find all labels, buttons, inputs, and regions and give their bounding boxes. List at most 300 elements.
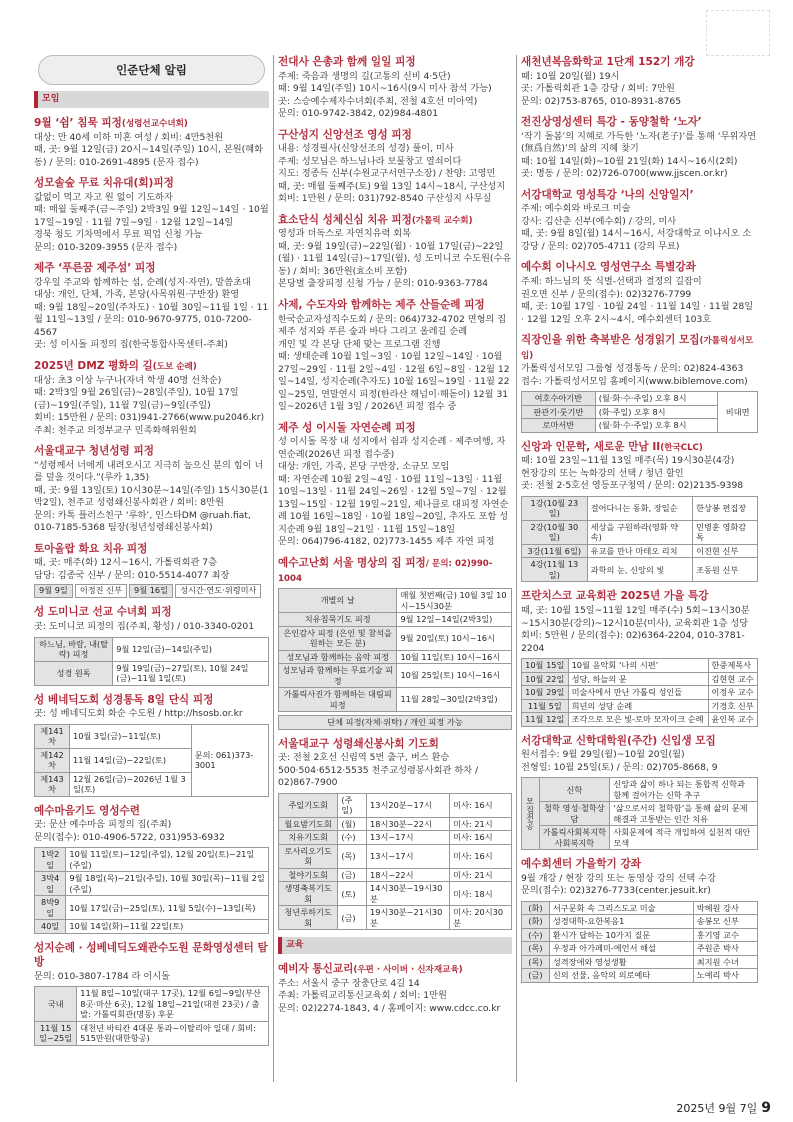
- table-cell: 미사: 21시: [450, 868, 512, 882]
- article-title-sub: (가톨릭성서모임): [521, 336, 754, 361]
- table-cell: 과학의 눈, 신앙의 빛: [587, 558, 692, 582]
- article-title-text: 제주 성 이시돌 자연순례 피정: [278, 421, 416, 434]
- article-line: 문의: 02)753-8765, 010-8931-8765: [521, 95, 682, 107]
- article-title: [521, 115, 758, 130]
- table-cell: 여호수아기반: [522, 392, 596, 406]
- table-cell: 2강(10월 30일): [522, 520, 588, 544]
- pill-tag: 이정진 신부: [75, 584, 127, 597]
- table-cell: 이진현 신부: [693, 544, 758, 558]
- pill-tag: 9월 9일: [34, 584, 73, 597]
- table-cell: 8박9일: [35, 896, 66, 920]
- article-title: [278, 737, 512, 752]
- article-title: [34, 261, 269, 276]
- article-line: ‘작기 돌봄’의 지혜로 가득한 ‘노자(老子)’를 통해 ‘무위자연(無爲自然)’의 삶의 지혜 찾기: [521, 130, 757, 155]
- article-line: 지도: 정종득 신부(수원교구서연구소장) / 찬양: 고영민: [278, 168, 496, 180]
- article-title-text: 효소단식 성체신심 치유 피정: [278, 213, 412, 226]
- lecture-table: [521, 496, 758, 583]
- article: [278, 128, 512, 206]
- article-title-sub: (우편 · 사이버 · 신자재교육): [353, 965, 463, 976]
- table-cell: 생명축복기도회: [279, 882, 338, 906]
- column-3-list: [521, 55, 758, 983]
- table-cell: 18시30분~22시: [367, 817, 450, 831]
- table-row: [522, 802, 758, 826]
- article-line: 주소: 서울시 중구 장충단로 4길 14: [278, 977, 420, 989]
- article-line: 강우일 주교와 함께하는 섬, 순례(성지·자연), 말씀초대: [34, 276, 251, 288]
- table-cell: 문의: 061)373-3001: [191, 724, 268, 796]
- table-cell: 판관기·룻기반: [522, 405, 596, 419]
- article-line: 때: 10월 20일(월) 19시: [521, 70, 620, 82]
- article-line: 곳: 전철 2호선 신림역 5번 출구, 버스 환승 500·504·6512·5535 천주교성령봉사회관 하차 / 02)867-7900: [278, 752, 479, 789]
- article: [521, 440, 758, 583]
- column-1-list: [34, 116, 269, 1046]
- article-line: 경북 청도 기차역에서 무료 픽업 신청 가능: [34, 229, 203, 241]
- table-row: [522, 659, 758, 673]
- article: [521, 115, 758, 181]
- article-title-text: 예비자 통신교리: [278, 963, 354, 976]
- table-cell: 우정과 아가페미-에언서 해설: [549, 942, 693, 956]
- table-cell: 13시~17시: [367, 844, 450, 868]
- article-line: 문의: 카톡 플러스친구 ‘루하’, 인스타DM @ruah.fiat, 010-7185-5368 팀장(청년성령쇄신봉사회): [34, 509, 251, 534]
- article-line: 때, 곳: 매월 둘째주(토) 9월 13일 14시~18시, 구산성지: [278, 180, 506, 192]
- article-line: 문의: 02)2274-1843, 4 / 홈페이지: www.cdcc.co.kr: [278, 1002, 501, 1014]
- article-line: 주제: 죽음과 생명의 길(고통의 신비 4·5단): [278, 70, 451, 82]
- table-cell: 하느님, 바람, 내(탈락) 피정: [35, 637, 113, 661]
- article-title: [34, 542, 269, 557]
- section-band-gyoyuk: 교육: [278, 937, 512, 954]
- article: [521, 734, 758, 851]
- lecture-table: [521, 658, 758, 727]
- article: [521, 857, 758, 983]
- article-line: 때, 곳: 9월 19일(금)~22일(월) · 10월 17일(금)~22일(월) · 11월 14일(금)~17일(월), 성 도미니코 수도원(수유동) / 회비: 36만원(효소비 포함): [278, 240, 512, 277]
- table-cell: 미사: 18시: [450, 882, 512, 906]
- article-line: 강사: 김산춘 신부(예수회) / 강의, 미사: [521, 215, 677, 227]
- table-cell: (수): [522, 928, 550, 942]
- table-row: [279, 844, 512, 868]
- article-title-text: 2025년 DMZ 평화의 길: [34, 360, 153, 372]
- table-cell: 9월 12일(금)~14일(주일): [113, 637, 269, 661]
- article-line: 값없이 먹고 자고 원 없이 기도하자: [34, 191, 173, 203]
- table-row: [279, 906, 512, 930]
- table-cell: 제141차: [35, 724, 70, 748]
- table-row: [279, 882, 512, 906]
- table-cell: 노예리 박사: [693, 969, 757, 983]
- article-line: 문의(접수): 02)3276-7733(center.jesuit.kr): [521, 885, 711, 897]
- table-row: [522, 672, 758, 686]
- table-cell: (토): [338, 882, 367, 906]
- table-cell: 비대면: [718, 392, 758, 433]
- article-title: [278, 128, 512, 143]
- table-cell: 미사: 16시: [450, 793, 512, 817]
- article: [278, 962, 512, 1015]
- table-cell: 매월 첫번째(금) 10월 3일 10시~15시30분: [397, 589, 512, 613]
- article-line: 현장강의 또는 녹화강의 선택 / 청년 할인: [521, 467, 684, 479]
- article: [278, 556, 512, 730]
- prayer-table: [278, 793, 512, 931]
- table-cell: 18시~22시: [367, 868, 450, 882]
- article-title-sub: (가톨릭 교수회): [411, 215, 473, 226]
- article-line: 대상: 만 40세 이하 미혼 여성 / 회비: 4만5천원: [34, 131, 224, 143]
- table-row: [522, 915, 758, 929]
- article-title: [521, 333, 758, 362]
- table-cell: (화·주일) 오후 8시: [595, 405, 718, 419]
- table-cell: 11월 14일(금)~22일(토): [70, 748, 192, 772]
- table-row: [279, 831, 512, 845]
- article-title-text: 서울대교구 청년성령 피정: [34, 445, 154, 458]
- table-cell: (목): [522, 955, 550, 969]
- article-title: [34, 359, 269, 374]
- article-title-text: 새천년복음화학교 1단계 152기 개강: [521, 56, 695, 68]
- table-row: [279, 650, 512, 664]
- table-cell: 10월 14일(화)~11월 22일(토): [66, 920, 269, 934]
- article-title: [521, 857, 758, 872]
- table-cell: 10월 25일(토) 10시~16시: [397, 664, 512, 688]
- article-line: 때: 9월 14일(주일) 10시~16시(9시 미사 참석 가능): [278, 83, 492, 95]
- table-row: [279, 613, 512, 627]
- table-cell: 3강(11월 6일): [522, 544, 588, 558]
- table-cell: (월): [338, 817, 367, 831]
- table-cell: (금): [338, 868, 367, 882]
- article-line: 개인 및 각 본당 단체 맞는 프로그램 진행: [278, 338, 441, 350]
- article-line: 담당: 김종국 신부 / 문의: 010-5514-4077 최장: [34, 569, 230, 581]
- article-line: 주최: 천주교 의정부교구 민족화해위원회: [34, 424, 197, 436]
- article-title-text: 성 도미니코 선교 수녀회 피정: [34, 606, 172, 619]
- article-title: [34, 444, 269, 459]
- table-cell: 제143차: [35, 772, 70, 796]
- article-title: [34, 605, 269, 620]
- article-title-text: 토아올랍 화요 치유 피정: [34, 542, 148, 555]
- table-cell: 1박2일: [35, 848, 66, 872]
- article-line: 대상: 초3 이상 누구나(자녀 학생 40명 선착순): [34, 374, 222, 386]
- table-cell: 한중제목사: [708, 659, 758, 673]
- table-cell: (목): [338, 844, 367, 868]
- table-cell: 홍기영 교수: [693, 928, 757, 942]
- table-row: [279, 589, 512, 613]
- table-cell: 1강(10월 23일): [522, 496, 588, 520]
- article-title: [34, 116, 269, 131]
- article-title-text: 예수회 이나시오 영성연구소 특별강좌: [521, 261, 696, 274]
- article-line: 때: 생태순례 10월 1일~3일 · 10월 12일~14일 · 10월 27일~29일 · 11월 2일~4일 · 12월 6일~8일 · 12월 12일~14일, 성지순례(추자도) 10월 16일~19일 · 11월 22일~25일, 연말연시 피정(한라산 해넘이·해돋이) 12월 31일~2026년 1월 3일 / 2026년 피정 접수 중: [278, 351, 510, 413]
- table-cell: 환시가 답하는 10가지 질문: [549, 928, 693, 942]
- table-row: [522, 778, 758, 802]
- table-cell: 가톨릭사진가 함께하는 대림피 피정: [279, 688, 397, 712]
- schedule-table: [278, 588, 512, 712]
- article-line: 때, 곳: 10월 17일 · 10월 24일 · 11월 14일 · 11월 28일 · 12월 12일 오후 2시~4시, 예수회센터 103호: [521, 301, 754, 325]
- corner-blank-box: [706, 10, 770, 56]
- table-row: [279, 868, 512, 882]
- table-row: [35, 637, 269, 661]
- schedule-table: [34, 847, 269, 934]
- table-cell: 성모님과 함께하는 음악 피정: [279, 650, 397, 664]
- table-cell: 10월 음악회 ‘나의 시편’: [568, 659, 708, 673]
- article-title: [278, 421, 512, 436]
- article-title: [278, 298, 512, 313]
- table-cell: ‘삶으로서의 철학함’을 통해 삶의 문제 해결과 고통받는 인간 치유: [610, 802, 758, 826]
- table-cell: 신의 선물, 음악의 의로예타: [549, 969, 693, 983]
- article: [34, 605, 269, 685]
- article-title-text: 구산성지 신앙선조 영성 피정: [278, 128, 412, 141]
- table-row: [279, 716, 512, 730]
- table-cell: 신학: [539, 778, 610, 802]
- article: [278, 421, 512, 549]
- table-row: [522, 558, 758, 582]
- table-cell: 10월 29일: [522, 686, 569, 700]
- article-title: [34, 804, 269, 819]
- table-foot: [278, 715, 512, 730]
- table-row: [35, 1021, 269, 1045]
- column-1: [34, 55, 269, 1053]
- table-cell: 40일: [35, 920, 66, 934]
- article-line: 곳: 스승예수제자수녀회(주최, 전철 4호선 미아역): [278, 95, 478, 107]
- page-header: 인준단체 알림: [38, 55, 265, 85]
- table-cell: 치유침묵기도 피정: [279, 613, 397, 627]
- article-line: 문의(접수): 010-4906-5722, 031)953-6932: [34, 831, 225, 843]
- table-row: [35, 987, 269, 1022]
- table-row: [522, 942, 758, 956]
- table-cell: (목): [522, 942, 550, 956]
- article-line: 때: 매월 둘째주(금~주일) 2박3일 9월 12일~14일 · 10월 17일~19일 · 11월 7일~9일 · 12월 12일~14일: [34, 204, 269, 228]
- article: [34, 261, 269, 352]
- footer-date: 2025년 9월 7일: [676, 1102, 758, 1115]
- table-cell: 철야기도회: [279, 868, 338, 882]
- article-title-text: 서강대학교 신학대학원(주간) 신입생 모집: [521, 734, 716, 747]
- article-line: 때, 곳: 9월 8일(월) 14시~16시, 서강대학교 이냐시오 소강당 / 문의: 02)705-4711 (강의 무료): [521, 228, 752, 252]
- table-cell: 모집전공: [522, 778, 540, 850]
- table-row: [522, 699, 758, 713]
- article-line: 대상: 개인, 단체, 가족, 본당(사목위원·구반장) 환영: [34, 289, 240, 301]
- table-cell: 철학 영성·철학상담: [539, 802, 610, 826]
- article-title: [521, 440, 758, 455]
- table-cell: 성격장애와 영성생활: [549, 955, 693, 969]
- schedule-table: [34, 986, 269, 1046]
- article: [34, 116, 269, 169]
- table-cell: (화): [522, 901, 550, 915]
- table-cell: 4강(11월 13일): [522, 558, 588, 582]
- table-cell: 14시30분~19시30분: [367, 882, 450, 906]
- article-title-sub: (도보 순례): [152, 362, 197, 372]
- table-cell: 10월 11일(토)~12일(주일), 12월 20일(토)~21일(주일): [66, 848, 269, 872]
- article-line: 한국순교자성직수도회 / 문의: 064)732-4702 면형의 집: [278, 313, 507, 325]
- table-cell: 11월 15일~25일: [35, 1021, 77, 1045]
- table-row: [35, 896, 269, 920]
- table-cell: 이정우 교수: [708, 686, 758, 700]
- article-title-text: 전대사 은총과 함께 일일 피정: [278, 56, 416, 68]
- table-cell: 미사: 20시30분: [450, 906, 512, 930]
- table-cell: 10월 11일(토) 10시~16시: [397, 650, 512, 664]
- article-line: 때: 10월 14일(화)~10월 21일(화) 14시~16시(2회): [521, 155, 738, 167]
- pill-tag: 9월 16일: [129, 584, 173, 597]
- table-cell: (수): [338, 831, 367, 845]
- table-cell: 10월 22일: [522, 672, 569, 686]
- article-line: 곳: 가톨릭회관 1층 강당 / 회비: 7만원: [521, 83, 675, 95]
- article-title-text: 사제, 수도자와 함께하는 제주 산들순례 피정: [278, 299, 485, 311]
- table-cell: (화): [522, 915, 550, 929]
- article-line: 대상: 개인, 가족, 본당 구반장, 소규모 모임: [278, 461, 450, 473]
- article-line: 곳: 문산 예수마음 피정의 집(주최): [34, 819, 172, 831]
- article-line: 전형일: 10월 25일(토) / 문의: 02)705-8668, 9: [521, 761, 718, 773]
- table-cell: 주원준 박사: [693, 942, 757, 956]
- page-footer: [676, 1099, 771, 1118]
- article-title: [34, 176, 269, 191]
- table-cell: 미사: 16시: [450, 831, 512, 845]
- table-row: [35, 661, 269, 685]
- article-title: [278, 556, 512, 585]
- table-cell: 치유기도회: [279, 831, 338, 845]
- table-cell: 9월 12일~14일(2박3일): [397, 613, 512, 627]
- table-cell: 11월 12일: [522, 713, 569, 727]
- article-title: [521, 734, 758, 749]
- lecture-table: [521, 901, 758, 983]
- table-cell: 성당, 하늘의 문: [568, 672, 708, 686]
- table-row: [522, 969, 758, 983]
- table-cell: 10월 3일(금)~11일(토): [70, 724, 192, 748]
- table-cell: 미사: 21시: [450, 817, 512, 831]
- article-title: [34, 941, 269, 970]
- table-cell: (월·화·수·주일) 오후 8시: [595, 419, 718, 433]
- article-line: 때, 곳: 10월 15일~11월 12일 매주(수) 5회~13시30분~15시30분(강의)~12시10분(미사), 교육회관 1층 성당: [521, 605, 750, 629]
- article-title: [278, 55, 512, 70]
- table-cell: 걸어다니는 동화, 장일순: [587, 496, 692, 520]
- table-row: [522, 392, 758, 406]
- article-line: 회비: 1만원 / 문의: 031)792-8540 구산성지 사무실: [278, 193, 492, 205]
- table-row: [522, 928, 758, 942]
- table-row: [522, 520, 758, 544]
- table-cell: 사회문제에 적극 개입하여 실천적 대안 모색: [610, 826, 758, 850]
- article-line: 때, 곳: 9월 12일(금) 20시~14일(주일) 10시, 본원(혜화동) / 문의: 010-2691-4895 (문자 접수): [34, 144, 263, 168]
- article-line: 9월 개강 / 현장 강의 또는 동영상 강의 선택 수강: [521, 872, 716, 884]
- table-cell: 조동원 신부: [693, 558, 758, 582]
- article-line: 성 이시돌 목장 내 성지에서 쉼과 성지순례 · 제주여행, 자연순례(2026년 피정 접수중): [278, 436, 506, 460]
- article-title-text: 전진상영성센터 특강 - 동양철학 ‘노자’: [521, 116, 702, 129]
- article: [521, 260, 758, 326]
- article-title-text: 9월 ‘쉼’ 침묵 피정: [34, 117, 122, 129]
- table-cell: 청년루하기도회: [279, 906, 338, 930]
- table-cell: 송봉모 신부: [693, 915, 757, 929]
- table-cell: 미사: 16시: [450, 844, 512, 868]
- article: [34, 176, 269, 254]
- article-title-text: 서울대교구 성령쇄신봉사회 기도회: [278, 737, 439, 750]
- article-title-text: 신앙과 인문학, 새로운 만남 II: [521, 440, 661, 453]
- article-title-text: 성지순례 · 성베네딕도왜관수도원 문화영성센터 탐방: [34, 941, 268, 969]
- table-cell: 제142차: [35, 748, 70, 772]
- table-cell: (주일): [338, 793, 367, 817]
- article-title: [521, 55, 758, 70]
- table-cell: 12월 26일(금)~2026년 1월 3일(토): [70, 772, 192, 796]
- article-line: 제주 성지와 푸른 숲과 바다 그리고 올레길 순례: [278, 326, 468, 338]
- article-line: 회비: 15만원 / 문의: 031)941-2766(www.pu2046.kr): [34, 412, 265, 424]
- table-cell: 19시30분~21시30분: [367, 906, 450, 930]
- article: [34, 444, 269, 535]
- table-row: [522, 686, 758, 700]
- article-line: 곳: 성 이시돌 피정의 집(한국통합사목센터-주최): [34, 339, 228, 351]
- article-title-text: 예수고난회 서울 명상의 집 피정: [278, 556, 426, 569]
- table-row: [522, 826, 758, 850]
- article-title-text: 성 베네딕도회 성경통독 8일 단식 피정: [34, 693, 214, 706]
- table-cell: 김현현 교수: [708, 672, 758, 686]
- article-title-sub: / 문의: 02)990-1004: [278, 558, 493, 584]
- table-row: [279, 664, 512, 688]
- table-cell: 9월 18일(목)~21일(주일), 10월 30일(목)~11월 2일(주일): [66, 872, 269, 896]
- page-number: 9: [761, 1100, 771, 1116]
- article-title: [521, 589, 758, 604]
- article-title: [278, 213, 512, 228]
- table-cell: 서구문화 속 그리스도교 미술: [549, 901, 693, 915]
- schedule-table: [34, 724, 269, 797]
- table-cell: 희년의 성당 순례: [568, 699, 708, 713]
- article-line: 영성과 더독스로 자연치유력 회복: [278, 228, 412, 240]
- article-line: 곳: 전철 2·5호선 영등포구청역 / 문의: 02)2135-9398: [521, 480, 744, 492]
- table-cell: 개별의 날: [279, 589, 397, 613]
- column-2-list: [278, 55, 512, 1015]
- table-cell: 단체 피정(자체·위탁) / 개인 피정 가능: [279, 716, 512, 730]
- article-line: 주제: 하느님의 뜻 식별-선택과 결정의 길잡이: [521, 276, 702, 288]
- pill-row: [34, 582, 269, 598]
- article: [34, 693, 269, 797]
- table-row: [279, 793, 512, 817]
- table-row: [35, 724, 269, 748]
- article-line: 가톨릭성서모임 그룹형 성경통독 / 문의: 02)824-4363: [521, 363, 744, 375]
- article-line: 곳: 도미니코 피정의 집(주최, 황성) / 010-3340-0201: [34, 621, 255, 633]
- article-line: 문의: 010-3209-3955 (문자 접수): [34, 241, 178, 253]
- article-title-text: 예수회센터 가을학기 강좌: [521, 858, 641, 871]
- article-title: [521, 188, 758, 203]
- article-title-text: 서강대학교 영성특강 ‘나의 신앙일지’: [521, 188, 694, 201]
- table-cell: 유교를 만나 마테오 리치: [587, 544, 692, 558]
- table-cell: 성경 원독: [35, 661, 113, 685]
- article-line: 원서접수: 9월 29일(월)~10월 20일(월): [521, 749, 685, 761]
- table-cell: 로사리오기도회: [279, 844, 338, 868]
- article-title-sub: (한국CLC): [660, 442, 703, 453]
- article: [34, 542, 269, 599]
- article-line: 주제: 성모님은 하느님나라 보물창고 열쇠이다: [278, 155, 462, 167]
- table-cell: 성모님과 함께하는 무료기술 피정: [279, 664, 397, 688]
- column-3: [521, 55, 758, 990]
- article: [278, 298, 512, 414]
- article-line: “성령께서 너에게 내려오시고 지극히 높으신 분의 힘이 너를 덮을 것이다.”(루카 1,35): [34, 459, 264, 484]
- table-cell: 최지원 수녀: [693, 955, 757, 969]
- table-cell: 9월 20일(토) 10시~16시: [397, 626, 512, 650]
- article-line: 주최: 가톨릭교리통신교육회 / 회비: 1만원: [278, 990, 447, 1002]
- article: [278, 213, 512, 291]
- article-title: [278, 962, 512, 977]
- pill-tag: 성시간·연도·위령미사: [175, 584, 261, 597]
- article: [34, 941, 269, 1046]
- article: [278, 55, 512, 121]
- schedule-table: [521, 391, 758, 433]
- article-line: 곳: 성 베네딕도회 화순 수도원 / http://hsosb.or.kr: [34, 708, 243, 720]
- article-line: 때, 곳: 매주(화) 12시~16시, 가톨릭회관 7층: [34, 557, 218, 569]
- article-line: 접수: 가톨릭성서모임 홈페이지(www.biblemove.com): [521, 375, 748, 387]
- table-row: [35, 872, 269, 896]
- table-row: [522, 955, 758, 969]
- table-cell: 박혜원 강사: [693, 901, 757, 915]
- article-title-text: 직장인을 위한 축복받은 성경읽기 모집: [521, 334, 700, 347]
- article: [521, 589, 758, 726]
- table-cell: 11월 8일~10일(대구 17곳), 12월 6일~9일(부산 8곳·마산 6곳), 12월 18일~21일(대전 23곳) / 출발: 가톨릭회관(명동) 후문: [77, 987, 269, 1022]
- table-cell: 세상을 구원하라(영화 약속): [587, 520, 692, 544]
- article-line: 때: 9월 18일~20일(주차도) · 10월 30일~11월 1일 · 11월 11일~13일 / 문의: 010-9670-9775, 010-7200-4567: [34, 301, 269, 338]
- article: [521, 55, 758, 108]
- table-row: [35, 920, 269, 934]
- table-cell: 월요밤기도회: [279, 817, 338, 831]
- article-line: 주제: 예수회와 바로크 미술: [521, 203, 631, 215]
- article-line: 때: 10월 23일~11월 13일 매주(목) 19시30분(4강): [521, 455, 735, 467]
- article-line: 때: 2박3일 9월 26일(금)~28일(주일), 10월 17일(금)~19일(주일), 11월 7일(금)~9일(주일): [34, 387, 239, 411]
- article-title-text: 프란치스코 교육회관 2025년 가을 특강: [521, 590, 709, 603]
- table-cell: 조각으로 모은 빛-로마 모자이크 순례: [568, 713, 708, 727]
- table-cell: (월·화·수·주일) 오후 8시: [595, 392, 718, 406]
- table-row: [522, 713, 758, 727]
- table-cell: 10월 15일: [522, 659, 569, 673]
